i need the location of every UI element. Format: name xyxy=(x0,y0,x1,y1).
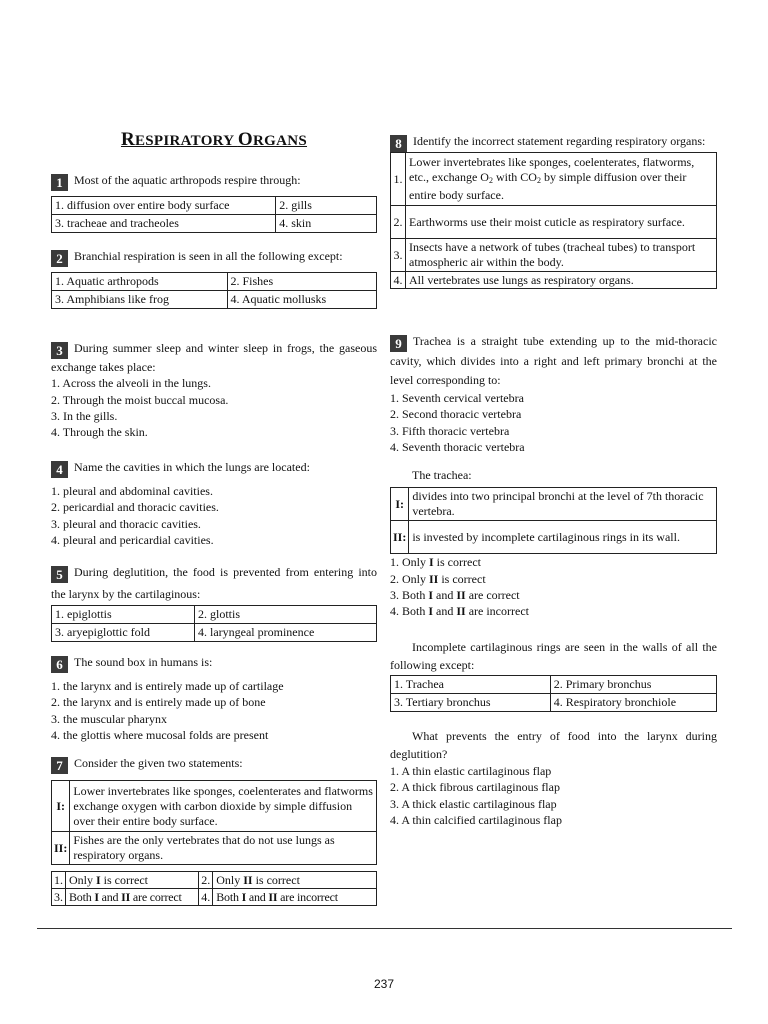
option-1: 1. Only I is correct xyxy=(390,555,481,570)
option-3: 3. Both I and II are correct xyxy=(390,587,520,602)
question-stem: Identify the incorrect statement regarding respiratory organs: xyxy=(413,134,706,148)
option-2: 2. Through the moist buccal mucosa. xyxy=(51,392,229,407)
option-1: 1. Trachea xyxy=(391,676,551,694)
statement-1: Lower invertebrates like sponges, coelenterates and flatworms exchange oxygen with carbon dioxide by simple diffusion over their entire body surface. xyxy=(70,781,377,832)
question-12 xyxy=(390,727,717,828)
option-1: 1. Across the alveoli in the lungs. xyxy=(51,376,211,391)
options-list xyxy=(390,763,717,828)
question-stem: During deglutition, the food is prevented from entering into the larynx by the cartilaginous: xyxy=(51,565,377,601)
option-3: 3. In the gills. xyxy=(51,408,118,423)
option-3: 3. pleural and thoracic cavities. xyxy=(51,516,201,531)
question-8 xyxy=(390,130,717,289)
question-2 xyxy=(51,248,377,309)
statement-label: II: xyxy=(52,832,70,865)
page-number: 237 xyxy=(373,977,395,991)
question-stem: The sound box in humans is: xyxy=(74,655,213,669)
option-3: Both I and II are correct xyxy=(66,889,199,906)
options-list xyxy=(390,390,717,455)
question-10 xyxy=(390,467,717,619)
options-table xyxy=(51,272,377,309)
statement-label: II: xyxy=(391,521,409,554)
options-list xyxy=(51,375,377,440)
question-3 xyxy=(51,340,377,440)
option-4: 4. Respiratory bronchiole xyxy=(550,694,716,712)
option-4: Both I and II are incorrect xyxy=(213,889,377,906)
statement-3: Insects have a network of tubes (tracheal tubes) to transport atmospheric air within the body. xyxy=(406,239,717,272)
statement-4: All vertebrates use lungs as respiratory organs. xyxy=(406,272,717,289)
question-stem: Most of the aquatic arthropods respire through: xyxy=(74,173,301,187)
option-2: 2. glottis xyxy=(195,606,377,624)
option-4: 4. skin xyxy=(276,215,377,233)
question-number: 9 xyxy=(390,335,407,352)
question-number: 2 xyxy=(51,250,68,267)
option-2: 2. gills xyxy=(276,197,377,215)
option-2: 2. Only II is correct xyxy=(390,571,486,586)
statement-label: I: xyxy=(52,781,70,832)
option-4: 4. Through the skin. xyxy=(51,425,148,440)
statement-2: Fishes are the only vertebrates that do not use lungs as respiratory organs. xyxy=(70,832,377,865)
question-stem: Branchial respiration is seen in all the following except: xyxy=(74,249,343,263)
option-3: 3. Tertiary bronchus xyxy=(391,694,551,712)
question-stem: The trachea: xyxy=(412,468,472,482)
options-list xyxy=(51,678,377,743)
option-1: 1. Aquatic arthropods xyxy=(52,273,228,291)
option-2: 2. A thick fibrous cartilaginous flap xyxy=(390,780,560,795)
statement-2: Earthworms use their moist cuticle as respiratory surface. xyxy=(406,206,717,239)
options-table xyxy=(51,196,377,233)
option-3: 3. aryepiglottic fold xyxy=(52,624,195,642)
option-1: Only I is correct xyxy=(66,872,199,889)
question-stem: Consider the given two statements: xyxy=(74,756,243,770)
option-1: 1. pleural and abdominal cavities. xyxy=(51,484,213,498)
question-5 xyxy=(51,561,377,642)
option-3: 3. Fifth thoracic vertebra xyxy=(390,423,510,438)
option-4: 4. A thin calcified cartilaginous flap xyxy=(390,812,562,827)
question-stem: During summer sleep and winter sleep in frogs, the gaseous exchange takes place: xyxy=(51,341,377,374)
statement-1: Lower invertebrates like sponges, coelenterates, flatworms, etc., exchange $O_2$ with $CO_2$ by simple diffusion over their entire body surface. xyxy=(406,153,717,206)
question-stem: Name the cavities in which the lungs are located: xyxy=(74,460,310,474)
question-number: 1 xyxy=(51,174,68,191)
options-list xyxy=(51,483,377,548)
option-1: 1. Seventh cervical vertebra xyxy=(390,391,524,405)
statement-1: divides into two principal bronchi at the level of 7th thoracic vertebra. xyxy=(409,488,717,521)
option-2: 2. Fishes xyxy=(227,273,377,291)
options-list xyxy=(390,554,717,619)
question-number: 8 xyxy=(390,135,407,152)
question-stem: What prevents the entry of food into the larynx during deglutition? xyxy=(390,729,717,761)
footer-divider xyxy=(37,928,732,929)
question-11 xyxy=(390,638,717,712)
option-2: 2. pericardial and thoracic cavities. xyxy=(51,500,219,515)
option-1: 1. the larynx and is entirely made up of cartilage xyxy=(51,679,284,693)
question-1 xyxy=(51,172,377,233)
statement-label: I: xyxy=(391,488,409,521)
page-title: RESPIRATORY ORGANS xyxy=(120,129,308,150)
statements-table xyxy=(390,487,717,554)
question-number: 5 xyxy=(51,566,68,583)
question-number: 7 xyxy=(51,757,68,774)
options-table xyxy=(390,675,717,712)
option-4: 4. laryngeal prominence xyxy=(195,624,377,642)
question-number: 6 xyxy=(51,656,68,673)
question-stem: Incomplete cartilaginous rings are seen in the walls of all the following except: xyxy=(390,640,717,672)
question-number: 3 xyxy=(51,342,68,359)
option-3: 3. A thick elastic cartilaginous flap xyxy=(390,796,557,811)
question-9 xyxy=(390,332,717,455)
statement-2: is invested by incomplete cartilaginous rings in its wall. xyxy=(409,521,717,554)
statements-table: 1. Lower invertebrates like sponges, coelenterates, flatworms, etc., exchange $O_2$ with $CO_2$ by simple diffusion over their entire body surface. 2. Earthworms use their moist cuticle as respiratory surface. 3. Insects have a network of tubes (tracheal tubes) to transport atmospheric air within the body. 4. All vertebrates use lungs as respiratory organs. xyxy=(390,152,717,289)
option-3: 3. tracheae and tracheoles xyxy=(52,215,276,233)
options-table: 1. Only I is correct 2. Only II is correct 3. Both I and II are correct 4. Both I and II are incorrect xyxy=(51,871,377,906)
option-2: 2. Second thoracic vertebra xyxy=(390,407,522,422)
option-3: 3. Amphibians like frog xyxy=(52,291,228,309)
option-2: 2. the larynx and is entirely made up of bone xyxy=(51,695,266,710)
option-4: 4. Both I and II are incorrect xyxy=(390,604,529,619)
option-2: 2. Primary bronchus xyxy=(550,676,716,694)
option-2: Only II is correct xyxy=(213,872,377,889)
question-4 xyxy=(51,459,377,548)
question-number: 4 xyxy=(51,461,68,478)
option-4: 4. the glottis where mucosal folds are present xyxy=(51,727,269,742)
question-6 xyxy=(51,654,377,743)
option-1: 1. diffusion over entire body surface xyxy=(52,197,276,215)
option-1: 1. A thin elastic cartilaginous flap xyxy=(390,764,552,778)
option-4: 4. pleural and pericardial cavities. xyxy=(51,532,214,547)
option-1: 1. epiglottis xyxy=(52,606,195,624)
option-4: 4. Seventh thoracic vertebra xyxy=(390,439,525,454)
statements-table xyxy=(51,780,377,865)
question-7 xyxy=(51,755,377,906)
option-4: 4. Aquatic mollusks xyxy=(227,291,377,309)
question-stem: Trachea is a straight tube extending up to the mid-thoracic cavity, which divides into a right and left primary bronchi at the level corresponding to: xyxy=(390,334,717,387)
options-table xyxy=(51,605,377,642)
option-3: 3. the muscular pharynx xyxy=(51,711,167,726)
